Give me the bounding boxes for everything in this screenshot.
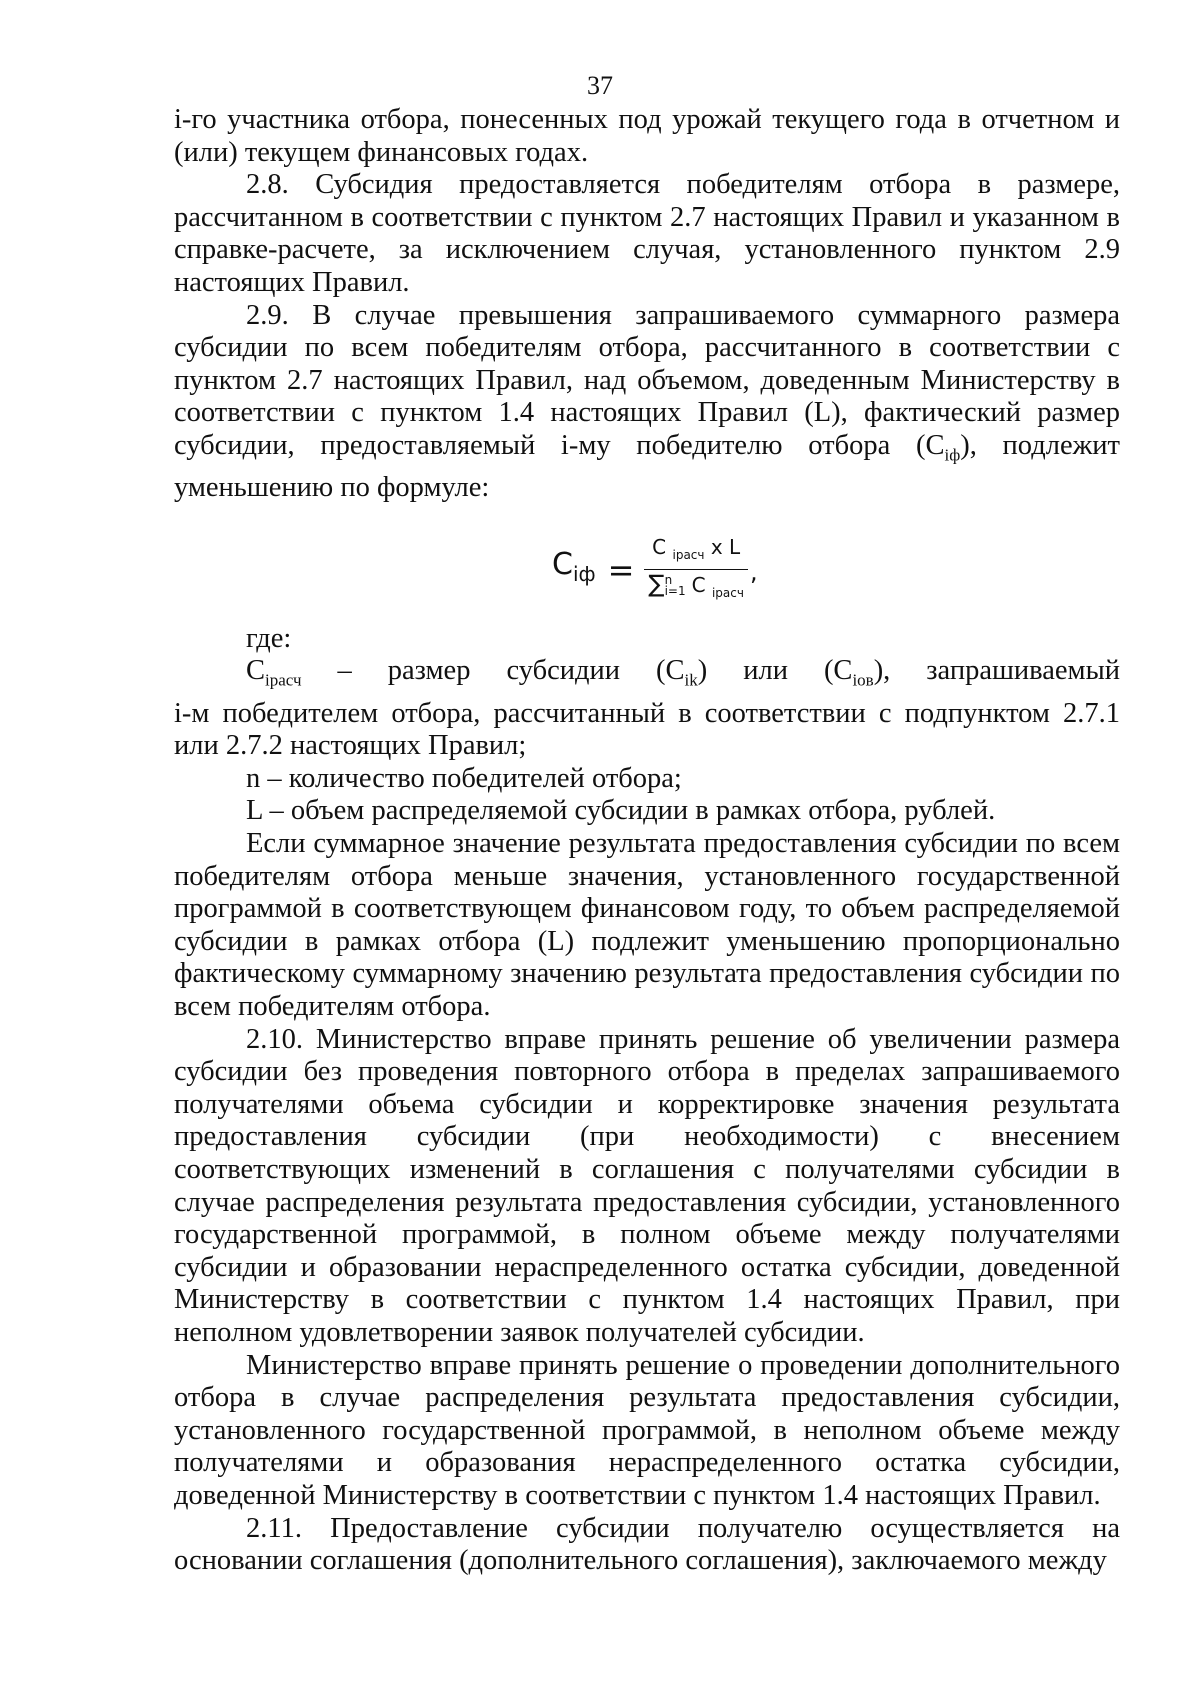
definition-c-iraschch-rest: i-м победителем отбора, рассчитанный в соответствии с подпунктом 2.7.1 или 2.7.2 настоящих Правил; [174,697,1120,762]
formula [552,535,758,605]
denominator-symbol: C [691,572,706,597]
sum-limits [665,575,686,597]
def-symbol-subscript: iрасч [265,671,302,691]
numerator-symbol: C [652,534,667,559]
formula-comma: , [749,558,758,587]
formula-numerator [646,535,746,569]
def-c-ik-subscript: ik [684,671,698,691]
def-c-ik-open: (C [656,655,685,687]
def-word-subsidii: субсидии [506,655,621,687]
formula-lhs-subscript: iф [572,562,596,587]
formula-lhs-symbol: C [552,547,573,583]
formula-block [174,505,1120,623]
def-c-iov-close: ), [873,655,891,687]
definition-l: L – объем распределяемой субсидии в рамках отбора, рублей. [246,795,996,827]
definition-c-iraschch-line [174,655,1120,697]
def-c-ik [656,655,707,697]
numerator-subscript: iрасч [672,547,705,562]
def-c-ik-close: ) [697,655,708,687]
def-c-iov [824,655,890,697]
paragraph-2-11: 2.11. Предоставление субсидии получателю осуществляется на основании соглашения (дополнительного соглашения), заключаемого между [174,1512,1120,1577]
where-label: где: [246,622,292,654]
def-word-razmer: размер [387,655,471,687]
sum-upper-limit: n [664,573,673,588]
definition-n: n – количество победителей отбора; [246,762,682,794]
formula-equals: = [607,550,635,589]
formula-lhs [552,549,596,591]
subscript-if: iф [944,445,961,465]
def-word-zaprashivaemyy: запрашиваемый [926,655,1120,687]
paragraph-2-9 [174,300,1120,505]
def-c-iov-open: (C [823,655,853,687]
def-symbol-c: C [246,655,266,687]
numerator-times-l: x L [710,534,741,559]
def-dash: – [337,655,352,687]
document-body [174,104,1120,1578]
sum-lower-limit: i=1 [664,584,686,599]
paragraph-2-8: 2.8. Субсидия предоставляется победителям отбора в размере, рассчитанном в соответствии с пунктом 2.7 настоящих Правил и указанном в справке-расчете, за исключением случая, установленного пунктом 2.9 настоящих Правил. [174,169,1120,298]
def-symbol [246,655,302,697]
paragraph-2-9-tail: ), подлежит уменьшению по формуле: [174,429,1120,504]
paragraph-additional-selection: Министерство вправе принять решение о проведении дополнительного отбора в случае распределения результата предоставления субсидии, установленного государственной программой, в неполном объеме между получателями и образования нераспределенного остатка субсидии, доведенной Министерству в соответствии с пунктом 1.4 настоящих Правил. [174,1349,1120,1511]
page-number: 37 [587,71,613,100]
paragraph-2-9-text: 2.9. В случае превышения запрашиваемого суммарного размера субсидии по всем победителям отбора, рассчитанного в соответствии с пунктом 2.7 настоящих Правил, над объемом, доведенным Министерству в соответствии с пунктом 1.4 настоящих Правил (L), фактический размер субсидии, предоставляемый i-му победителю отбора (C [174,299,1120,461]
paragraph-continuation: i-го участника отбора, понесенных под урожай текущего года в отчетном и (или) текущем финансовых годах. [174,104,1120,168]
paragraph-if-sum: Если суммарное значение результата предоставления субсидии по всем победителям отбора меньше значения, установленного государственной программой в соответствующем финансовом году, то объем распределяемой субсидии в рамках отбора (L) подлежит уменьшению пропорционально фактическому суммарному значению результата предоставления субсидии по всем победителям отбора. [174,828,1120,1023]
denominator-subscript: iрасч [711,585,744,600]
formula-denominator [644,570,748,605]
sum-symbol: ∑ [648,569,665,598]
formula-fraction [644,535,748,605]
def-word-ili: или [743,655,788,687]
def-c-iov-subscript: iов [852,671,874,691]
paragraph-2-10: 2.10. Министерство вправе принять решение об увеличении размера субсидии без проведения повторного отбора в пределах запрашиваемого получателями объема субсидии и корректировке значения результата предоставления субсидии (при необходимости) с внесением соответствующих изменений в соглашения с получателями субсидии в случае распределения результата предоставления субсидии, установленного государственной программой, в полном объеме между получателями субсидии и образовании нераспределенного остатка субсидии, доведенной Министерству в соответствии с пунктом 1.4 настоящих Правил, при неполном удовлетворении заявок получателей субсидии. [174,1023,1120,1348]
